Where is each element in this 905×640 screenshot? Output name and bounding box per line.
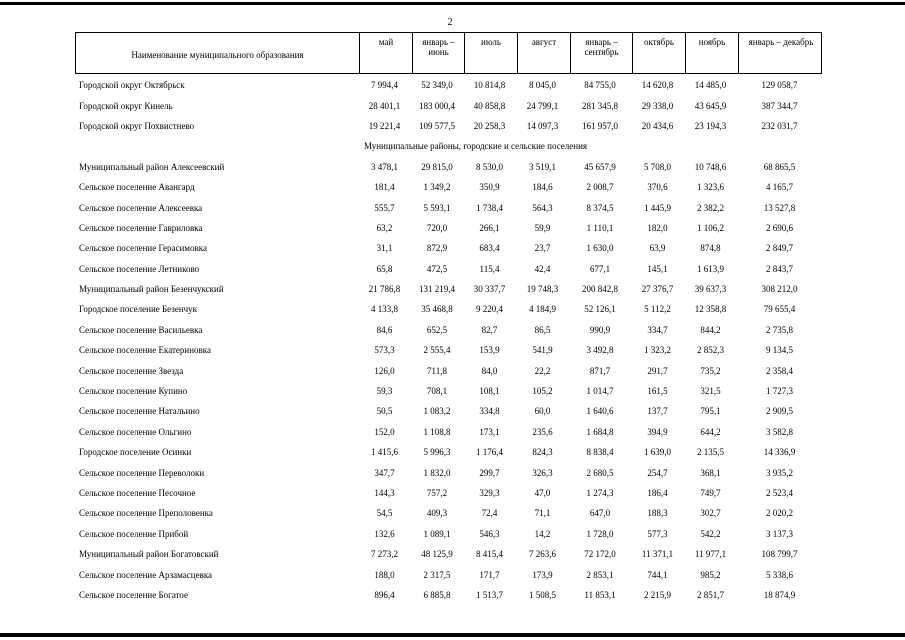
row-name: Сельское поселение Екатериновка (79, 345, 212, 356)
row-value: 2 135,5 (697, 447, 724, 458)
row-value: 542,2 (700, 528, 721, 539)
row-value: 60,0 (534, 406, 551, 417)
row-name: Сельское поселение Алексеевка (79, 202, 203, 213)
row-name: Сельское поселение Ольгино (79, 426, 192, 437)
row-value: 1 083,2 (423, 406, 451, 417)
row-value: 39 637,3 (694, 284, 727, 295)
row-value: 19 748,3 (526, 284, 559, 295)
row-value: 24 799,1 (526, 100, 559, 111)
row-value: 744,1 (647, 569, 668, 580)
row-value: 1 014,7 (586, 386, 614, 397)
row-value: 184,6 (532, 182, 553, 193)
row-value: 647,0 (589, 508, 611, 519)
row-value: 12 358,8 (694, 304, 727, 315)
row-name: Сельское поселение Богатое (79, 589, 189, 600)
row-value: 409,3 (426, 508, 448, 519)
row-value: 683,4 (479, 243, 500, 254)
row-value: 652,5 (426, 324, 448, 335)
row-value: 63,9 (649, 243, 666, 254)
row-value: 11 977,1 (694, 549, 727, 560)
row-value: 1 110,1 (586, 222, 614, 233)
row-value: 1 106,2 (697, 222, 724, 233)
row-value: 321,5 (700, 386, 721, 397)
row-value: 11 853,1 (584, 589, 616, 600)
row-value: 990,9 (589, 324, 611, 335)
row-value: 40 858,8 (473, 100, 506, 111)
row-value: 254,7 (647, 467, 668, 478)
row-value: 872,9 (426, 243, 448, 254)
row-value: 1 089,1 (423, 528, 451, 539)
row-value: 126,0 (374, 365, 395, 376)
row-value: 350,9 (479, 182, 500, 193)
row-value: 757,2 (426, 488, 448, 498)
row-value: 573,3 (374, 345, 395, 356)
row-value: 2 851,7 (697, 589, 724, 600)
row-value: 5 708,0 (644, 161, 671, 172)
row-value: 2 853,1 (586, 569, 614, 580)
row-value: 181,4 (374, 182, 395, 193)
row-value: 1 832,0 (423, 467, 451, 478)
row-value: 1 613,9 (697, 263, 724, 274)
row-value: 14 485,0 (694, 80, 727, 91)
row-value: 145,1 (647, 263, 668, 274)
row-value: 2 555,4 (423, 345, 451, 356)
row-value: 35 468,8 (421, 304, 453, 315)
top-border-rule (0, 2, 905, 5)
row-value: 3 137,3 (766, 528, 793, 539)
row-value: 370,6 (647, 182, 668, 193)
row-value: 564,3 (532, 202, 553, 213)
row-value: 824,3 (532, 447, 553, 458)
table-row (75, 401, 822, 421)
row-value: 109 577,5 (419, 120, 455, 131)
row-value: 334,7 (647, 324, 668, 335)
row-value: 54,5 (376, 508, 393, 519)
table-row (75, 279, 822, 299)
row-value: 368,1 (700, 467, 721, 478)
row-value: 20 434,6 (641, 120, 674, 131)
row-value: 1 639,0 (644, 447, 671, 458)
row-value: 2 523,4 (766, 488, 793, 498)
row-name: Городской округ Октябрьск (79, 80, 185, 91)
row-value: 45 657,9 (584, 161, 616, 172)
row-value: 299,7 (479, 467, 500, 478)
row-value: 43 645,9 (694, 100, 727, 111)
header-column: ноябрь (685, 33, 738, 73)
row-value: 2 843,7 (766, 263, 793, 274)
row-value: 2 382,2 (697, 202, 724, 213)
table-row (75, 320, 822, 340)
row-value: 72 172,0 (584, 549, 616, 560)
row-value: 186,4 (647, 488, 668, 498)
row-value: 541,9 (532, 345, 553, 356)
row-value: 720,0 (426, 222, 448, 233)
table-row (75, 299, 822, 319)
row-name: Сельское поселение Авангард (79, 182, 195, 193)
row-value: 48 125,9 (421, 549, 453, 560)
bottom-border-rule (0, 633, 905, 637)
table-row (75, 544, 822, 564)
row-value: 84 755,0 (584, 80, 616, 91)
row-value: 8 374,5 (586, 202, 614, 213)
row-value: 281 345,8 (582, 100, 618, 111)
table-header (75, 32, 822, 74)
row-value: 79 655,4 (763, 304, 796, 315)
section-title: Муниципальные районы, городские и сельские поселения (363, 141, 588, 152)
row-value: 1 727,3 (766, 386, 793, 397)
table-row (75, 360, 822, 380)
row-value: 708,1 (426, 386, 448, 397)
row-name: Муниципальный район Безенчукский (79, 284, 224, 295)
row-name: Сельское поселение Преполовенка (79, 508, 213, 519)
row-value: 326,3 (532, 467, 553, 478)
row-value: 8 045,0 (529, 80, 556, 91)
row-value: 711,8 (427, 365, 447, 376)
row-value: 4 184,9 (529, 304, 556, 315)
row-value: 795,1 (700, 406, 721, 417)
row-value: 71,1 (534, 508, 551, 519)
row-name: Сельское поселение Летниково (79, 263, 200, 274)
header-name-column: Наименование муниципального образования (131, 50, 304, 60)
row-value: 29 338,0 (641, 100, 674, 111)
row-name: Городское поселение Безенчук (79, 304, 198, 315)
table-row (75, 564, 822, 584)
row-value: 2 358,4 (766, 365, 793, 376)
row-value: 171,7 (479, 569, 500, 580)
table-row (75, 238, 822, 258)
table-row (75, 503, 822, 523)
row-value: 31,1 (376, 243, 393, 254)
row-value: 1 323,2 (644, 345, 671, 356)
row-value: 200 842,8 (582, 284, 618, 295)
row-value: 27 376,7 (641, 284, 674, 295)
row-name: Сельское поселение Звезда (79, 365, 184, 376)
row-value: 394,9 (647, 426, 668, 437)
row-value: 129 058,7 (761, 80, 798, 91)
row-value: 2 317,5 (423, 569, 451, 580)
row-value: 735,2 (700, 365, 721, 376)
row-value: 6 885,8 (423, 589, 451, 600)
table-row (75, 462, 822, 482)
row-value: 1 640,6 (586, 406, 614, 417)
row-value: 161 957,0 (582, 120, 618, 131)
row-value: 3 478,1 (371, 161, 398, 172)
row-value: 985,2 (700, 569, 721, 580)
row-value: 105,2 (532, 386, 553, 397)
row-value: 8 415,4 (476, 549, 503, 560)
header-column: январь – июнь (412, 33, 464, 73)
row-value: 232 031,7 (761, 120, 798, 131)
row-value: 1 274,3 (586, 488, 614, 498)
row-value: 1 349,2 (423, 182, 451, 193)
row-value: 308 212,0 (761, 284, 798, 295)
table-row (75, 524, 822, 544)
row-value: 18 874,9 (763, 589, 796, 600)
row-value: 3 935,2 (766, 467, 793, 478)
row-value: 1 630,0 (586, 243, 614, 254)
row-name: Сельское поселение Арзамасцевка (79, 569, 213, 580)
row-value: 2 215,9 (644, 589, 671, 600)
row-value: 291,7 (647, 365, 668, 376)
row-value: 84,6 (376, 324, 393, 335)
row-value: 11 371,1 (641, 549, 674, 560)
row-value: 3 582,8 (766, 426, 793, 437)
row-value: 188,3 (647, 508, 668, 519)
row-value: 23 194,3 (694, 120, 727, 131)
row-name: Муниципальный район Богатовский (79, 549, 219, 560)
row-value: 4 165,7 (766, 182, 793, 193)
table-row (75, 422, 822, 442)
row-value: 108 799,7 (761, 549, 798, 560)
row-value: 347,7 (374, 467, 395, 478)
row-value: 115,4 (479, 263, 500, 274)
row-value: 644,2 (700, 426, 721, 437)
row-value: 2 690,6 (766, 222, 793, 233)
row-value: 65,8 (376, 263, 393, 274)
row-name: Сельское поселение Переволоки (79, 467, 205, 478)
row-value: 188,0 (374, 569, 395, 580)
header-column: январь – сентябрь (570, 33, 632, 73)
row-value: 1 108,8 (423, 426, 451, 437)
row-value: 1 513,7 (476, 589, 503, 600)
row-value: 546,3 (479, 528, 500, 539)
row-value: 9 134,5 (766, 345, 793, 356)
header-column: май (359, 33, 412, 73)
row-value: 302,7 (700, 508, 721, 519)
row-value: 1 323,6 (697, 182, 724, 193)
row-value: 2 852,3 (697, 345, 724, 356)
row-value: 555,7 (374, 202, 395, 213)
row-value: 153,9 (479, 345, 500, 356)
row-value: 14 336,9 (763, 447, 796, 458)
row-value: 2 008,7 (586, 182, 614, 193)
row-value: 2 680,5 (586, 467, 614, 478)
row-value: 23,7 (534, 243, 551, 254)
row-value: 29 815,0 (421, 161, 453, 172)
row-value: 2 849,7 (766, 243, 793, 254)
table-row (75, 381, 822, 401)
row-value: 10 748,6 (694, 161, 727, 172)
row-value: 235,6 (532, 426, 553, 437)
row-value: 1 176,4 (476, 447, 503, 458)
row-value: 871,7 (589, 365, 611, 376)
row-value: 59,9 (534, 222, 551, 233)
row-name: Сельское поселение Васильевка (79, 324, 203, 335)
row-name: Сельское поселение Прибой (79, 528, 189, 539)
row-value: 874,8 (700, 243, 721, 254)
row-value: 14 097,3 (526, 120, 559, 131)
row-value: 8 838,4 (586, 447, 614, 458)
row-value: 131 219,4 (419, 284, 455, 295)
row-value: 108,1 (479, 386, 500, 397)
row-value: 5 593,1 (423, 202, 451, 213)
row-value: 86,5 (534, 324, 551, 335)
header-column: август (517, 33, 570, 73)
row-value: 152,0 (374, 426, 395, 437)
row-value: 63,2 (376, 222, 393, 233)
row-name: Муниципальный район Алексеевский (79, 161, 225, 172)
row-value: 42,4 (534, 263, 551, 274)
row-value: 68 865,5 (763, 161, 796, 172)
row-value: 173,9 (532, 569, 553, 580)
row-value: 5 996,3 (423, 447, 451, 458)
table-row (75, 442, 822, 462)
row-name: Городской округ Похвистнево (79, 120, 195, 131)
row-value: 1 728,0 (586, 528, 614, 539)
row-name: Городское поселение Осинки (79, 447, 192, 458)
row-value: 7 263,6 (529, 549, 556, 560)
row-value: 749,7 (700, 488, 721, 498)
row-value: 161,5 (647, 386, 668, 397)
table-row (75, 116, 822, 136)
row-name: Городской округ Кинель (79, 100, 173, 111)
header-column: октябрь (632, 33, 685, 73)
page-number: 2 (447, 17, 453, 28)
table-row (75, 340, 822, 360)
row-value: 52 126,1 (584, 304, 616, 315)
row-value: 10 814,8 (473, 80, 506, 91)
table-row (75, 197, 822, 217)
row-value: 3 492,8 (586, 345, 614, 356)
row-value: 20 258,3 (473, 120, 506, 131)
table-row (75, 259, 822, 279)
row-value: 896,4 (374, 589, 395, 600)
table-body (75, 75, 822, 605)
row-value: 183 000,4 (419, 100, 455, 111)
row-value: 387 344,7 (761, 100, 798, 111)
row-value: 4 133,8 (371, 304, 398, 315)
row-value: 334,8 (479, 406, 500, 417)
row-value: 8 530,0 (476, 161, 503, 172)
row-value: 21 786,8 (368, 284, 401, 295)
row-value: 14 620,8 (641, 80, 674, 91)
row-value: 2 909,5 (766, 406, 793, 417)
row-value: 5 112,2 (644, 304, 671, 315)
row-name: Сельское поселение Герасимовка (79, 243, 207, 254)
header-column: июль (464, 33, 517, 73)
row-value: 132,6 (374, 528, 395, 539)
row-value: 844,2 (700, 324, 721, 335)
row-value: 1 508,5 (529, 589, 556, 600)
row-value: 7 994,4 (371, 80, 398, 91)
row-value: 2 735,8 (766, 324, 793, 335)
table-row (75, 585, 822, 605)
table-row (75, 75, 822, 95)
row-value: 52 349,0 (421, 80, 453, 91)
row-value: 266,1 (479, 222, 500, 233)
row-value: 14,2 (534, 528, 551, 539)
row-value: 13 527,8 (763, 202, 796, 213)
row-value: 84,0 (481, 365, 498, 376)
row-value: 677,1 (589, 263, 611, 274)
table-row (75, 218, 822, 238)
row-value: 144,3 (374, 488, 395, 498)
row-value: 7 273,2 (371, 549, 398, 560)
row-value: 173,1 (479, 426, 500, 437)
row-name: Сельское поселение Песочное (79, 488, 196, 498)
row-value: 3 519,1 (529, 161, 556, 172)
row-value: 329,3 (479, 488, 500, 498)
row-name: Сельское поселение Купино (79, 386, 188, 397)
row-value: 30 337,7 (473, 284, 506, 295)
row-value: 1 415,6 (371, 447, 398, 458)
row-value: 577,3 (647, 528, 668, 539)
row-value: 5 338,6 (766, 569, 793, 580)
row-value: 137,7 (647, 406, 668, 417)
row-name: Сельское поселение Натальино (79, 406, 200, 417)
row-value: 1 445,9 (644, 202, 671, 213)
row-value: 2 020,2 (766, 508, 793, 519)
table-row (75, 177, 822, 197)
table-row (75, 483, 822, 503)
row-value: 22,2 (534, 365, 551, 376)
row-value: 59,3 (376, 386, 393, 397)
row-value: 1 684,8 (586, 426, 614, 437)
header-column: январь – декабрь (738, 33, 823, 73)
row-value: 182,0 (647, 222, 668, 233)
row-value: 47,0 (534, 488, 551, 498)
row-value: 72,4 (481, 508, 498, 519)
row-value: 1 738,4 (476, 202, 503, 213)
table-row (75, 95, 822, 115)
row-value: 82,7 (481, 324, 498, 335)
table-row (75, 157, 822, 177)
row-value: 19 221,4 (368, 120, 401, 131)
row-value: 472,5 (426, 263, 448, 274)
row-value: 50,5 (376, 406, 393, 417)
row-name: Сельское поселение Гавриловка (79, 222, 203, 233)
row-value: 9 220,4 (476, 304, 503, 315)
row-value: 28 401,1 (368, 100, 401, 111)
